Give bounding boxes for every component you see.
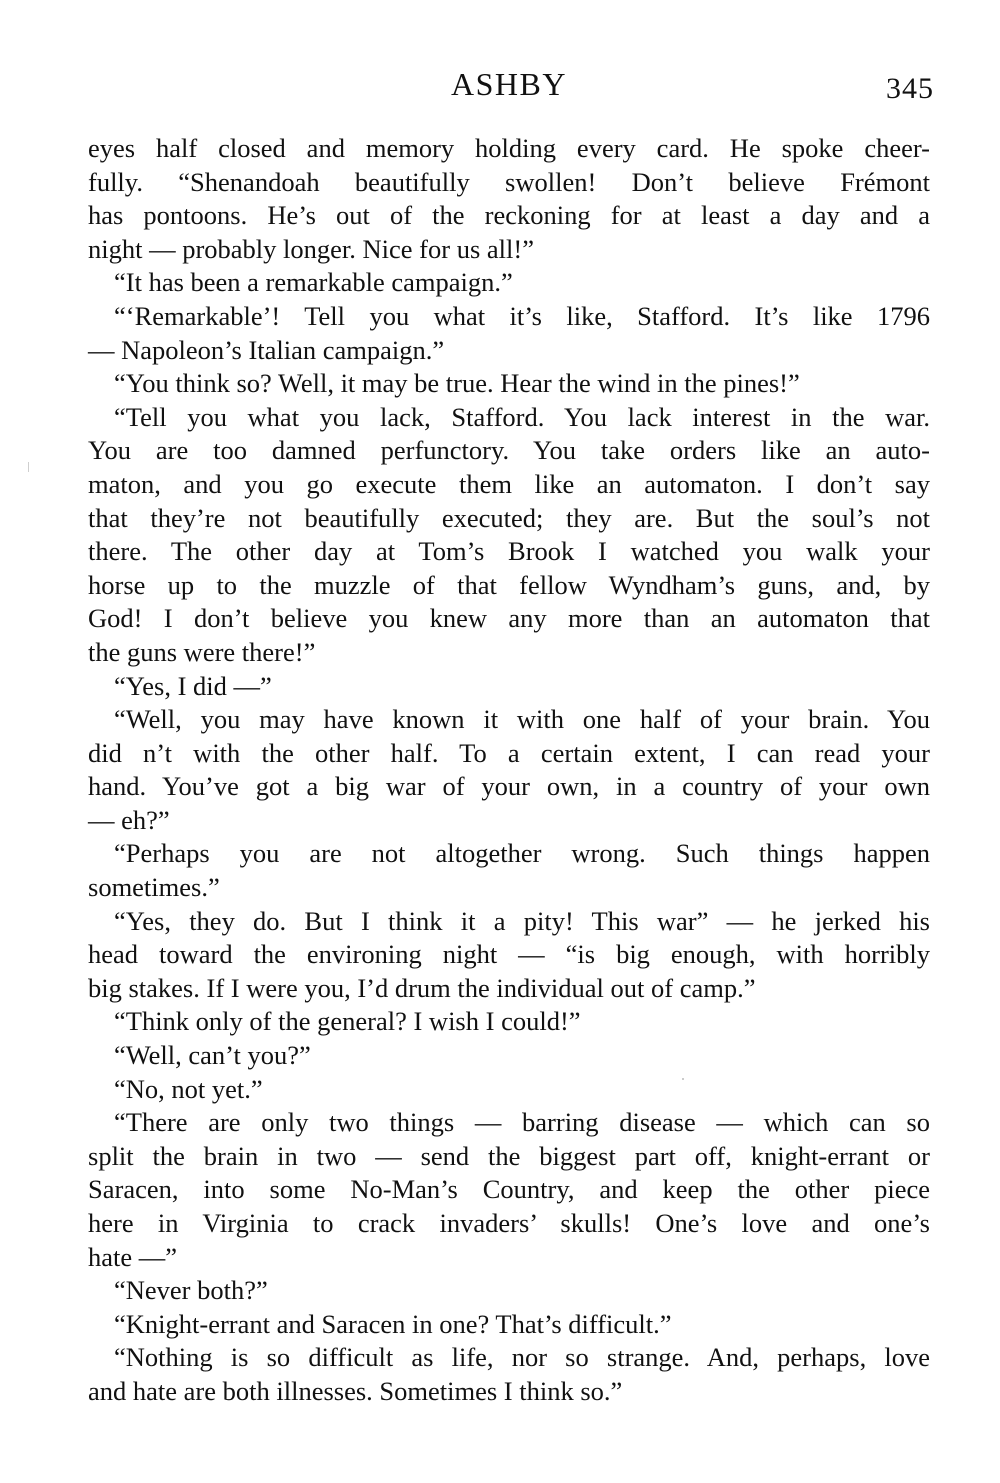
running-title: ASHBY <box>451 66 567 102</box>
margin-mark <box>28 462 29 472</box>
text-line: split the brain in two — send the biggest part off, knight-errant or <box>88 1140 930 1171</box>
text-line: “It has been a remarkable campaign.” <box>114 267 513 298</box>
text-line: “Well, can’t you?” <box>114 1040 311 1071</box>
text-line: “Knight-errant and Saracen in one? That’s difficult.” <box>114 1308 672 1339</box>
text-line: — Napoleon’s Italian campaign.” <box>88 334 445 365</box>
text-line: sometimes.” <box>88 872 220 903</box>
text-line: God! I don’t believe you knew any more than an automaton that <box>88 603 930 634</box>
text-line: “No, not yet.” <box>114 1073 263 1104</box>
text-line: eyes half closed and memory holding every card. He spoke cheer- <box>88 133 930 163</box>
text-line: the guns were there!” <box>88 636 316 667</box>
running-head <box>88 66 934 106</box>
text-line: fully. “Shenandoah beautifully swollen! Don’t believe Frémont <box>88 166 930 197</box>
text-line: hand. You’ve got a big war of your own, in a country of your own <box>88 771 930 802</box>
text-line: there. The other day at Tom’s Brook I watched you walk your <box>88 536 930 567</box>
text-line: — eh?” <box>88 804 170 835</box>
text-line: night — probably longer. Nice for us all!” <box>88 233 534 264</box>
text-line: “Never both?” <box>114 1275 268 1306</box>
text-line: that they’re not beautifully executed; they are. But the soul’s not <box>88 502 930 533</box>
text-line: here in Virginia to crack invaders’ skulls! One’s love and one’s <box>88 1208 930 1238</box>
text-line: has pontoons. He’s out of the reckoning for at least a day and a <box>88 200 930 231</box>
text-line: “Well, you may have known it with one half of your brain. You <box>114 704 930 735</box>
text-line: Saracen, into some No-Man’s Country, and keep the other piece <box>88 1174 930 1205</box>
text-line: “There are only two things — barring disease — which can so <box>114 1107 930 1138</box>
text-line: “Yes, I did —” <box>114 670 272 701</box>
text-line: big stakes. If I were you, I’d drum the individual out of camp.” <box>88 972 756 1003</box>
text-line: “Perhaps you are not altogether wrong. Such things happen <box>114 838 930 869</box>
body-text <box>88 132 930 1409</box>
text-line: head toward the environing night — “is big enough, with horribly <box>88 939 930 970</box>
text-line: “Tell you what you lack, Stafford. You lack interest in the war. <box>114 401 930 432</box>
text-line: You are too damned perfunctory. You take orders like an auto- <box>88 435 930 466</box>
text-line: “‘Remarkable’! Tell you what it’s like, Stafford. It’s like 1796 <box>114 300 930 331</box>
text-line: “Nothing is so difficult as life, nor so strange. And, perhaps, love <box>114 1342 930 1373</box>
text-line: hate —” <box>88 1241 178 1272</box>
text-line: did n’t with the other half. To a certain extent, I can read your <box>88 737 930 768</box>
text-line: and hate are both illnesses. Sometimes I think so.” <box>88 1375 623 1406</box>
text-line: maton, and you go execute them like an automaton. I don’t say <box>88 468 930 499</box>
text-line: horse up to the muzzle of that fellow Wyndham’s guns, and, by <box>88 569 930 600</box>
text-line: “Think only of the general? I wish I could!” <box>114 1006 581 1037</box>
text-line: “You think so? Well, it may be true. Hear the wind in the pines!” <box>114 368 800 399</box>
text-line: “Yes, they do. But I think it a pity! This war” — he jerked his <box>114 905 930 936</box>
page-number: 345 <box>886 72 934 105</box>
